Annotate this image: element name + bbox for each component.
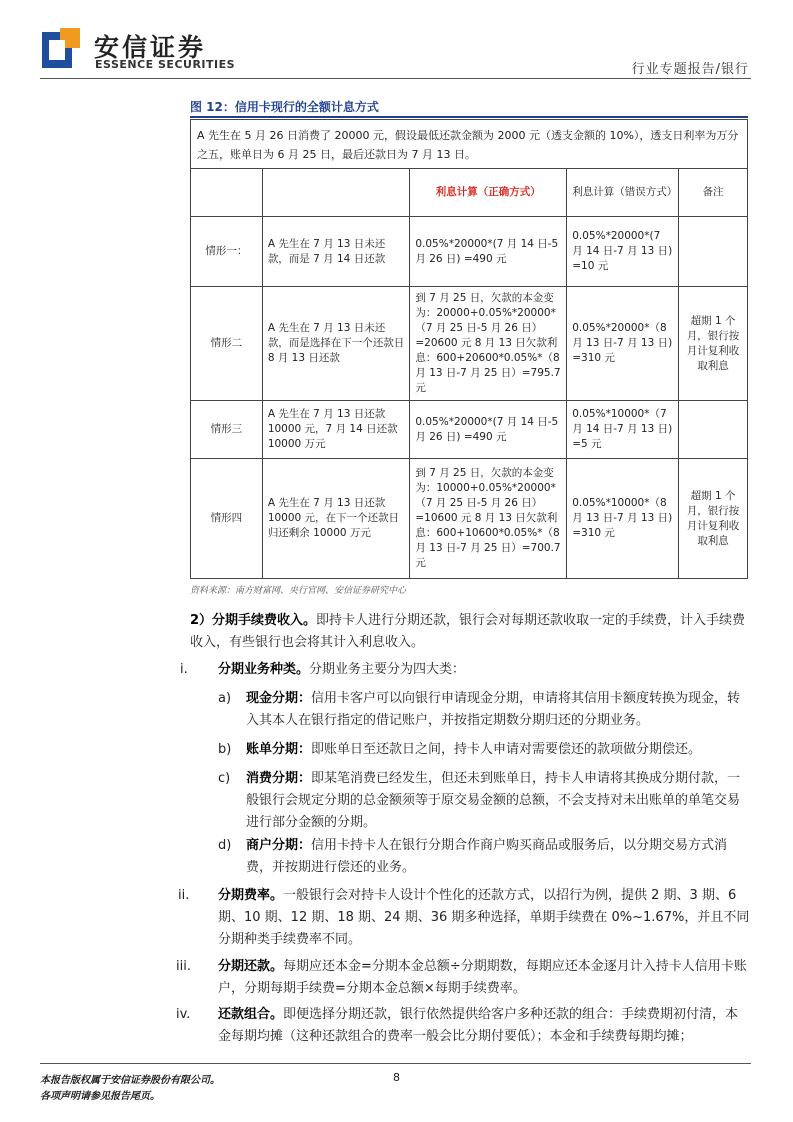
item-text: 即便选择分期还款，银行依然提供给客户多种还款的组合：手续费期初付清，本金每期均摊（这种还款组合的费率一般会比分期付要低）；本金和手续费每期均摊； [218, 1007, 739, 1044]
wrong-calc: 0.05%*20000*（8 月 13 日-7 月 13 日) =310 元 [567, 287, 679, 401]
case-desc: A 先生在 7 月 13 日还款 10000 元，在下一个还款日归还剩余 10000 万元 [262, 459, 410, 579]
footer-divider [40, 1063, 751, 1064]
list-letter: b) [218, 742, 232, 757]
note-cell: 超期 1 个月，银行按月计复利收取利息 [679, 459, 748, 579]
page-number: 8 [393, 1071, 400, 1084]
list-item-combination [218, 1004, 750, 1048]
copyright-notice: 本报告版权属于安信证券股份有限公司。 [40, 1075, 220, 1086]
table-row [191, 459, 748, 579]
item-text: 即某笔消费已经发生，但还未到账单日，持卡人申请将其换成分期付款，一般银行会规定分期的总金额须等于原交易金额的总额，不会支持对未出账单的单笔交易进行部分金额的分期。 [246, 771, 741, 830]
case-label: 情形四 [191, 459, 263, 579]
disclaimer-notice: 各项声明请参见报告尾页。 [40, 1091, 160, 1102]
wrong-calc: 0.05%*10000*（8 月 13 日-7 月 13 日) =310 元 [567, 459, 679, 579]
list-number: ii. [178, 888, 190, 903]
item-heading: 消费分期： [246, 771, 312, 786]
list-number: i. [180, 662, 188, 677]
item-heading: 分期还款。 [218, 959, 284, 974]
item-heading: 商户分期： [246, 838, 312, 853]
brand-name-en: ESSENCE SECURITIES [95, 58, 236, 71]
header-cell-note: 备注 [679, 169, 748, 217]
table-header-row [191, 169, 748, 217]
correct-calc: 到 7 月 25 日，欠款的本金变为：20000+0.05%*20000*（7 月 25 日-5 月 26 日）=20600 元 8 月 13 日欠款利息：600+20600*0.05%*（8 月 13 日-7 月 25 日）=795.7 元 [410, 287, 567, 401]
logo-inner-block [49, 40, 65, 60]
item-text: 信用卡持卡人在银行分期合作商户购买商品或服务后，以分期交易方式消费，并按期进行偿还的业务。 [246, 838, 728, 875]
list-letter: c) [218, 771, 231, 786]
list-item-consumer [246, 768, 750, 834]
case-desc: A 先生在 7 月 13 日未还款，而是 7 月 14 日还款 [262, 217, 410, 287]
item-text: 分期业务主要分为四大类： [309, 662, 466, 677]
item-text: 每期应还本金=分期本金总额÷分期期数，每期应还本金逐月计入持卡人信用卡账户，分期每期手续费=分期本金总额×每期手续费率。 [218, 959, 747, 996]
item-text: 信用卡客户可以向银行申请现金分期，申请将其信用卡额度转换为现金，转入其本人在银行指定的借记账户，并按指定期数分期归还的分期业务。 [246, 691, 741, 728]
header-cell-correct: 利息计算（正确方式） [410, 169, 567, 217]
table-row [191, 401, 748, 459]
list-letter: a) [218, 691, 232, 706]
list-letter: d) [218, 838, 232, 853]
paragraph-text: 即持卡人进行分期还款，银行会对每期还款收取一定的手续费，计入手续费收入，有些银行也会将其计入利息收入。 [190, 613, 746, 650]
list-number: iii. [176, 959, 191, 974]
list-item-repayment [218, 956, 750, 1000]
item-heading: 分期业务种类。 [218, 662, 310, 677]
note-cell [679, 401, 748, 459]
item-heading: 分期费率。 [218, 888, 284, 903]
figure-title: 图 12：信用卡现行的全额计息方式 [190, 100, 379, 114]
company-logo [42, 28, 84, 70]
list-item-cash [246, 688, 750, 732]
list-number: iv. [176, 1007, 191, 1022]
item-heading: 还款组合。 [218, 1007, 284, 1022]
header-cell-wrong: 利息计算（错误方式） [567, 169, 679, 217]
item-text: 即账单日至还款日之间，持卡人申请对需要偿还的款项做分期偿还。 [311, 742, 702, 757]
case-label: 情形三 [191, 401, 263, 459]
item-heading: 现金分期： [246, 691, 312, 706]
paragraph-heading: 2）分期手续费收入。 [190, 613, 317, 628]
header-cell-desc [262, 169, 410, 217]
note-cell [679, 217, 748, 287]
list-item-bill [246, 739, 750, 761]
list-item-types [218, 659, 750, 681]
table-row [191, 217, 748, 287]
note-cell: 超期 1 个月，银行按月计复利收取利息 [679, 287, 748, 401]
paragraph-fee-income [190, 610, 750, 654]
case-label: 情形二 [191, 287, 263, 401]
figure-intro: A 先生在 5 月 26 日消费了 20000 元，假设最低还款金额为 2000 元（透支金额的 10%），透支日利率为万分之五，账单日为 6 月 25 日，最后还款日为 7 月 13 日。 [190, 119, 748, 169]
list-item-rate [218, 885, 750, 951]
correct-calc: 0.05%*20000*(7 月 14 日-5 月 26 日) =490 元 [410, 401, 567, 459]
brand-name-cn: 安信证券 [94, 33, 207, 62]
wrong-calc: 0.05%*20000*(7 月 14 日-7 月 13 日) =10 元 [567, 217, 679, 287]
interest-table [190, 168, 748, 579]
correct-calc: 到 7 月 25 日，欠款的本金变为：10000+0.05%*20000*（7 月 25 日-5 月 26 日）=10600 元 8 月 13 日欠款利息：600+10600*0.05%*（8 月 13 日-7 月 25 日）=700.7 元 [410, 459, 567, 579]
list-item-merchant [246, 835, 750, 879]
case-desc: A 先生在 7 月 13 日未还款，而是选择在下一个还款日 8 月 13 日还款 [262, 287, 410, 401]
header-divider [40, 78, 751, 79]
case-desc: A 先生在 7 月 13 日还款 10000 元，7 月 14 日还款 10000 万元 [262, 401, 410, 459]
item-text: 一般银行会对持卡人设计个性化的还款方式，以招行为例，提供 2 期、3 期、6 期、10 期、12 期、18 期、24 期、36 期多种选择，单期手续费在 0%~1.67%，并且不同分期种类手续费率不同。 [218, 888, 750, 947]
correct-calc: 0.05%*20000*(7 月 14 日-5 月 26 日) =490 元 [410, 217, 567, 287]
case-label: 情形一： [191, 217, 263, 287]
figure-title-rule [190, 116, 748, 118]
wrong-calc: 0.05%*10000*（7 月 14 日-7 月 13 日) =5 元 [567, 401, 679, 459]
report-category: 行业专题报告/银行 [631, 62, 749, 77]
item-heading: 账单分期： [246, 742, 312, 757]
table-row [191, 287, 748, 401]
figure-source: 资料来源：南方财富网、央行官网、安信证券研究中心 [190, 586, 407, 596]
header-cell-case [191, 169, 263, 217]
